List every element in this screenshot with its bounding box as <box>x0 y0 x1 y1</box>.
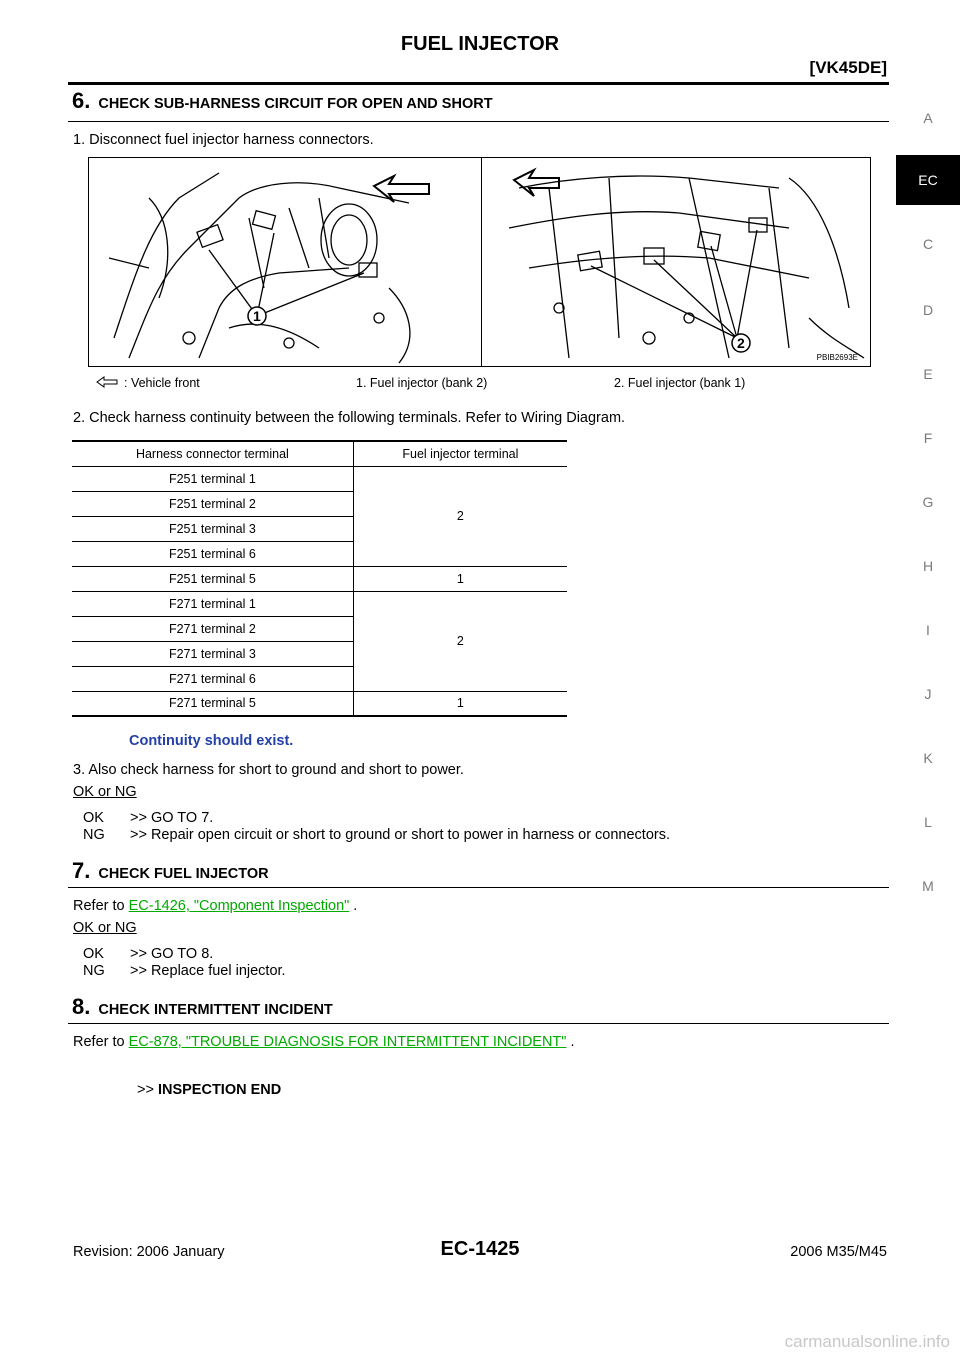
component-inspection-link[interactable]: EC-1426, "Component Inspection" <box>128 898 350 914</box>
watermark: carmanualsonline.info <box>784 1332 950 1351</box>
index-e[interactable]: E <box>923 366 933 382</box>
engine-illustration <box>88 157 871 367</box>
ng-tag: NG <box>83 827 105 843</box>
refer-suffix: . <box>566 1034 575 1050</box>
index-k[interactable]: K <box>923 750 933 766</box>
index-l[interactable]: L <box>924 814 932 830</box>
index-c[interactable]: C <box>922 236 934 252</box>
continuity-note: Continuity should exist. <box>129 733 294 749</box>
refer-suffix: . <box>349 898 358 914</box>
end-arrow: >> <box>137 1082 158 1098</box>
step-rule <box>68 1023 889 1024</box>
model-name: 2006 M35/M45 <box>790 1244 887 1260</box>
legend-item-2: 2. Fuel injector (bank 1) <box>614 376 746 390</box>
callout-1: 1 <box>253 308 261 324</box>
table-row <box>72 591 567 616</box>
table-cell: F251 terminal 6 <box>72 541 353 566</box>
index-d[interactable]: D <box>922 302 934 318</box>
table-header: Fuel injector terminal <box>353 441 567 466</box>
ng-action: >> Repair open circuit or short to ground or short to power in harness or connectors. <box>130 827 671 843</box>
inspection-end <box>137 1082 281 1098</box>
engine-drawing <box>89 158 871 367</box>
step-7-heading <box>72 858 269 884</box>
ok-result <box>83 946 213 962</box>
callout-2: 2 <box>737 335 745 351</box>
refer-line <box>73 1034 575 1050</box>
ok-action: >> GO TO 8. <box>130 946 214 962</box>
table-cell: F271 terminal 6 <box>72 666 353 691</box>
table-cell: F251 terminal 2 <box>72 491 353 516</box>
table-cell: 1 <box>353 566 567 591</box>
figure-divider <box>481 158 482 367</box>
step-8-heading <box>72 994 333 1020</box>
table-cell: F251 terminal 5 <box>72 566 353 591</box>
instruction-3: 3. Also check harness for short to ground and short to power. <box>73 762 464 778</box>
instruction-1: 1. Disconnect fuel injector harness connectors. <box>73 132 374 148</box>
table-cell: F271 terminal 2 <box>72 616 353 641</box>
step-number: 8. <box>72 994 91 1019</box>
step-title: CHECK FUEL INJECTOR <box>98 866 269 882</box>
index-j[interactable]: J <box>924 686 932 702</box>
index-h[interactable]: H <box>922 558 934 574</box>
step-rule <box>68 887 889 888</box>
ok-tag: OK <box>83 810 104 826</box>
ok-action: >> GO TO 7. <box>130 810 214 826</box>
intermittent-incident-link[interactable]: EC-878, "TROUBLE DIAGNOSIS FOR INTERMITTENT INCIDENT" <box>128 1034 567 1050</box>
step-title: CHECK SUB-HARNESS CIRCUIT FOR OPEN AND SHORT <box>98 96 493 112</box>
ok-result <box>83 810 213 826</box>
ok-or-ng-label: OK or NG <box>73 920 137 936</box>
legend-item-1: 1. Fuel injector (bank 2) <box>356 376 488 390</box>
continuity-table <box>72 440 567 717</box>
table-cell: F271 terminal 1 <box>72 591 353 616</box>
index-g[interactable]: G <box>922 494 934 510</box>
refer-prefix: Refer to <box>73 898 129 914</box>
page-title: FUEL INJECTOR <box>400 33 560 55</box>
instruction-2: 2. Check harness continuity between the following terminals. Refer to Wiring Diagram. <box>73 410 626 426</box>
ng-tag: NG <box>83 963 105 979</box>
figure-reference: PBIB2693E <box>816 353 858 362</box>
table-cell: F271 terminal 3 <box>72 641 353 666</box>
ng-result <box>83 827 670 843</box>
page-number: EC-1425 <box>440 1238 520 1260</box>
ng-result <box>83 963 286 979</box>
ng-action: >> Replace fuel injector. <box>130 963 286 979</box>
vehicle-front-arrow-icon <box>96 376 118 391</box>
header-rule <box>68 82 889 85</box>
table-header: Harness connector terminal <box>72 441 353 466</box>
index-m[interactable]: M <box>922 878 934 894</box>
table-cell: 2 <box>353 591 567 691</box>
index-f[interactable]: F <box>923 430 933 446</box>
index-ec[interactable]: EC <box>896 155 960 205</box>
step-rule <box>68 121 889 122</box>
step-number: 7. <box>72 858 91 883</box>
revision-date: Revision: 2006 January <box>73 1244 225 1260</box>
table-cell: 1 <box>353 691 567 716</box>
index-i[interactable]: I <box>926 622 930 638</box>
step-title: CHECK INTERMITTENT INCIDENT <box>98 1002 333 1018</box>
refer-line <box>73 898 357 914</box>
table-row <box>72 566 567 591</box>
legend-vehicle-front: : Vehicle front <box>124 376 200 390</box>
table-row <box>72 691 567 716</box>
table-cell: F251 terminal 3 <box>72 516 353 541</box>
engine-code: [VK45DE] <box>809 58 887 77</box>
refer-prefix: Refer to <box>73 1034 129 1050</box>
ok-or-ng-label: OK or NG <box>73 784 137 800</box>
step-number: 6. <box>72 88 91 113</box>
step-6-heading <box>72 88 493 114</box>
ok-tag: OK <box>83 946 104 962</box>
index-a[interactable]: A <box>923 110 933 126</box>
table-cell: F271 terminal 5 <box>72 691 353 716</box>
table-row <box>72 466 567 491</box>
table-cell: F251 terminal 1 <box>72 466 353 491</box>
table-cell: 2 <box>353 466 567 566</box>
end-text: INSPECTION END <box>157 1082 282 1098</box>
